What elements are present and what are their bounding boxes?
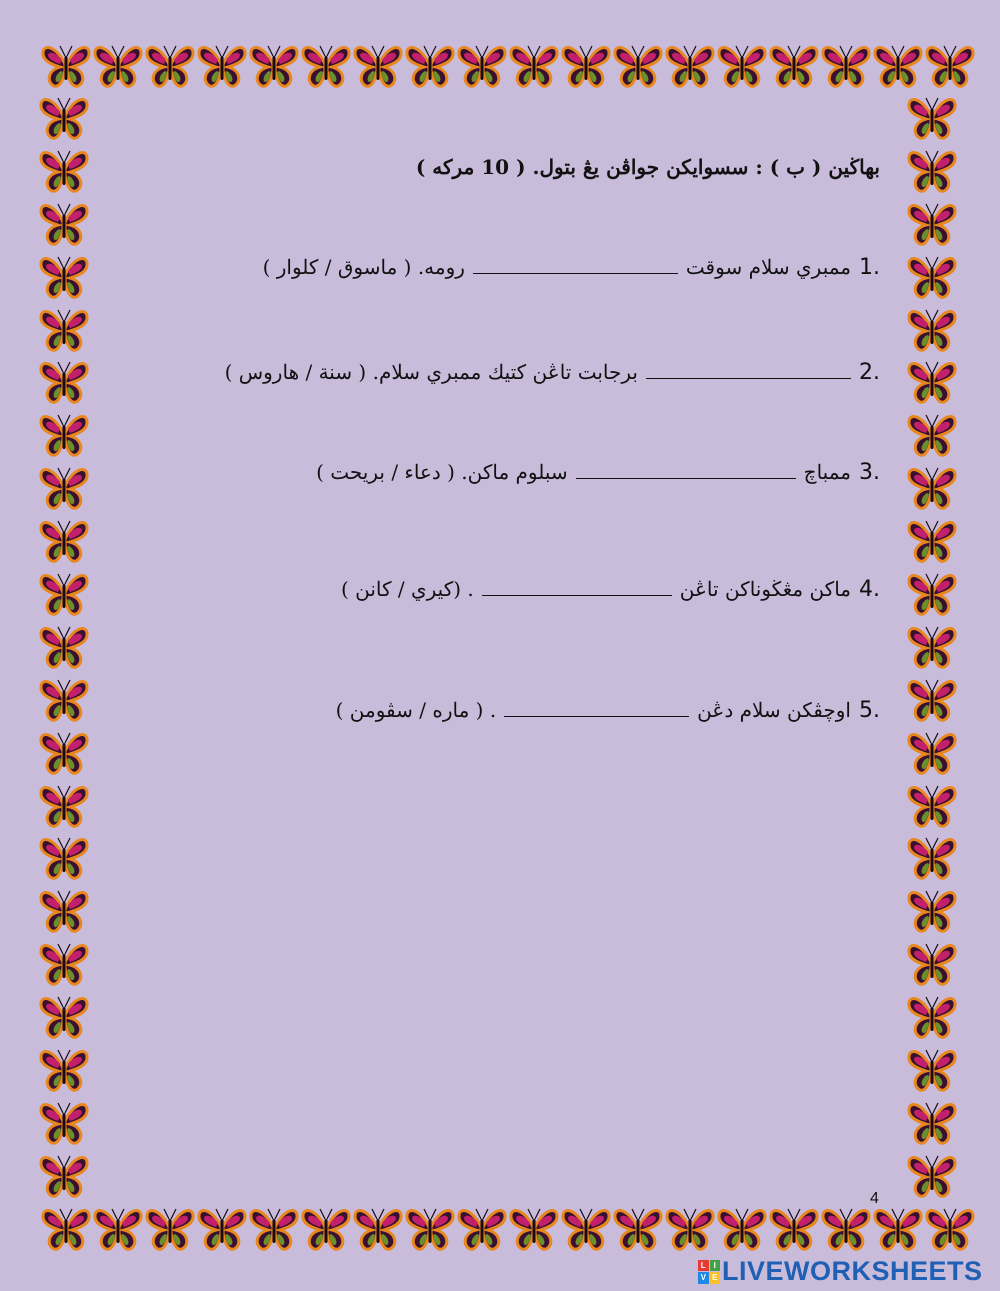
butterfly-icon bbox=[248, 40, 300, 92]
butterfly-icon bbox=[38, 251, 90, 303]
question-number: 4. bbox=[859, 577, 880, 602]
butterfly-icon bbox=[664, 40, 716, 92]
border-left bbox=[38, 92, 90, 1202]
butterfly-icon bbox=[456, 40, 508, 92]
butterfly-icon bbox=[872, 1203, 924, 1255]
butterfly-icon bbox=[820, 1203, 872, 1255]
butterfly-icon bbox=[716, 1203, 768, 1255]
butterfly-icon bbox=[906, 780, 958, 832]
butterfly-icon bbox=[612, 1203, 664, 1255]
answer-blank[interactable] bbox=[576, 460, 796, 479]
section-heading: بهاڬين ( ب ) : سسوايکن جواڤن يڠ بتول. ( 10 مرکه ) bbox=[415, 155, 880, 179]
butterfly-icon bbox=[38, 832, 90, 884]
butterfly-icon bbox=[906, 832, 958, 884]
butterfly-icon bbox=[38, 1044, 90, 1096]
butterfly-icon bbox=[906, 145, 958, 197]
butterfly-icon bbox=[38, 92, 90, 144]
question-text-after: . (کيري / کانن ) bbox=[340, 577, 474, 601]
question-number: 3. bbox=[859, 460, 880, 485]
question-text-after: . ( ماره / سڤومن ) bbox=[335, 698, 497, 722]
butterfly-icon bbox=[38, 727, 90, 779]
butterfly-icon bbox=[906, 1044, 958, 1096]
question-3 bbox=[316, 460, 880, 485]
butterfly-icon bbox=[906, 409, 958, 461]
butterfly-icon bbox=[906, 1150, 958, 1202]
butterfly-icon bbox=[768, 1203, 820, 1255]
butterfly-icon bbox=[906, 356, 958, 408]
butterfly-icon bbox=[404, 40, 456, 92]
answer-blank[interactable] bbox=[646, 360, 851, 379]
butterfly-icon bbox=[906, 251, 958, 303]
butterfly-icon bbox=[352, 40, 404, 92]
butterfly-icon bbox=[716, 40, 768, 92]
butterfly-icon bbox=[906, 515, 958, 567]
butterfly-icon bbox=[456, 1203, 508, 1255]
butterfly-icon bbox=[560, 1203, 612, 1255]
logo-mark: L I V E bbox=[698, 1260, 720, 1284]
butterfly-icon bbox=[38, 1150, 90, 1202]
butterfly-icon bbox=[906, 674, 958, 726]
question-text-before: ممباچ bbox=[803, 460, 851, 484]
butterfly-icon bbox=[906, 1097, 958, 1149]
question-2 bbox=[225, 360, 880, 385]
butterfly-icon bbox=[38, 568, 90, 620]
butterfly-icon bbox=[38, 1097, 90, 1149]
butterfly-icon bbox=[38, 462, 90, 514]
butterfly-icon bbox=[248, 1203, 300, 1255]
question-text-before: اوچڤکن سلام دڠن bbox=[697, 698, 851, 722]
butterfly-icon bbox=[92, 40, 144, 92]
butterfly-icon bbox=[404, 1203, 456, 1255]
butterfly-icon bbox=[38, 198, 90, 250]
butterfly-icon bbox=[906, 991, 958, 1043]
question-text-after: برجابت تاڠن کتيك ممبري سلام. ( سنة / هاروس ) bbox=[224, 360, 638, 384]
question-text-before: ممبري سلام سوقت bbox=[685, 255, 851, 279]
butterfly-icon bbox=[40, 1203, 92, 1255]
page-number: 4 bbox=[870, 1190, 879, 1207]
question-number: 2. bbox=[859, 360, 880, 385]
butterfly-icon bbox=[196, 40, 248, 92]
butterfly-icon bbox=[906, 92, 958, 144]
butterfly-icon bbox=[560, 40, 612, 92]
question-text-after: سبلوم ماکن. ( دعاء / بريحت ) bbox=[316, 460, 568, 484]
butterfly-icon bbox=[906, 304, 958, 356]
butterfly-icon bbox=[38, 145, 90, 197]
butterfly-icon bbox=[664, 1203, 716, 1255]
butterfly-icon bbox=[906, 938, 958, 990]
answer-blank[interactable] bbox=[504, 698, 689, 717]
butterfly-icon bbox=[924, 1203, 976, 1255]
butterfly-icon bbox=[196, 1203, 248, 1255]
question-5 bbox=[336, 698, 880, 723]
question-text-after: رومه. ( ماسوق / کلوار ) bbox=[262, 255, 465, 279]
butterfly-icon bbox=[768, 40, 820, 92]
border-bottom bbox=[40, 1203, 960, 1255]
butterfly-icon bbox=[38, 938, 90, 990]
border-top bbox=[40, 40, 960, 92]
butterfly-icon bbox=[40, 40, 92, 92]
butterfly-icon bbox=[38, 674, 90, 726]
butterfly-icon bbox=[352, 1203, 404, 1255]
butterfly-icon bbox=[38, 409, 90, 461]
answer-blank[interactable] bbox=[473, 255, 678, 274]
butterfly-icon bbox=[508, 40, 560, 92]
butterfly-icon bbox=[38, 780, 90, 832]
butterfly-icon bbox=[38, 356, 90, 408]
butterfly-icon bbox=[38, 621, 90, 673]
question-number: 1. bbox=[859, 255, 880, 280]
butterfly-icon bbox=[924, 40, 976, 92]
butterfly-icon bbox=[144, 40, 196, 92]
butterfly-icon bbox=[906, 885, 958, 937]
butterfly-icon bbox=[906, 621, 958, 673]
butterfly-icon bbox=[872, 40, 924, 92]
butterfly-icon bbox=[38, 991, 90, 1043]
butterfly-icon bbox=[906, 568, 958, 620]
question-text-before: ماکن مڠڬوناکن تاڠن bbox=[679, 577, 851, 601]
butterfly-icon bbox=[820, 40, 872, 92]
butterfly-icon bbox=[906, 727, 958, 779]
butterfly-icon bbox=[906, 198, 958, 250]
butterfly-icon bbox=[906, 462, 958, 514]
butterfly-icon bbox=[38, 304, 90, 356]
question-1 bbox=[263, 255, 880, 280]
butterfly-icon bbox=[612, 40, 664, 92]
liveworksheets-logo[interactable] bbox=[698, 1256, 983, 1287]
butterfly-icon bbox=[144, 1203, 196, 1255]
logo-text: LIVEWORKSHEETS bbox=[722, 1256, 983, 1286]
butterfly-icon bbox=[300, 1203, 352, 1255]
answer-blank[interactable] bbox=[482, 577, 672, 596]
border-right bbox=[906, 92, 958, 1202]
butterfly-icon bbox=[300, 40, 352, 92]
question-number: 5. bbox=[859, 698, 880, 723]
question-4 bbox=[341, 577, 880, 602]
butterfly-icon bbox=[508, 1203, 560, 1255]
butterfly-icon bbox=[38, 515, 90, 567]
butterfly-icon bbox=[92, 1203, 144, 1255]
butterfly-icon bbox=[38, 885, 90, 937]
